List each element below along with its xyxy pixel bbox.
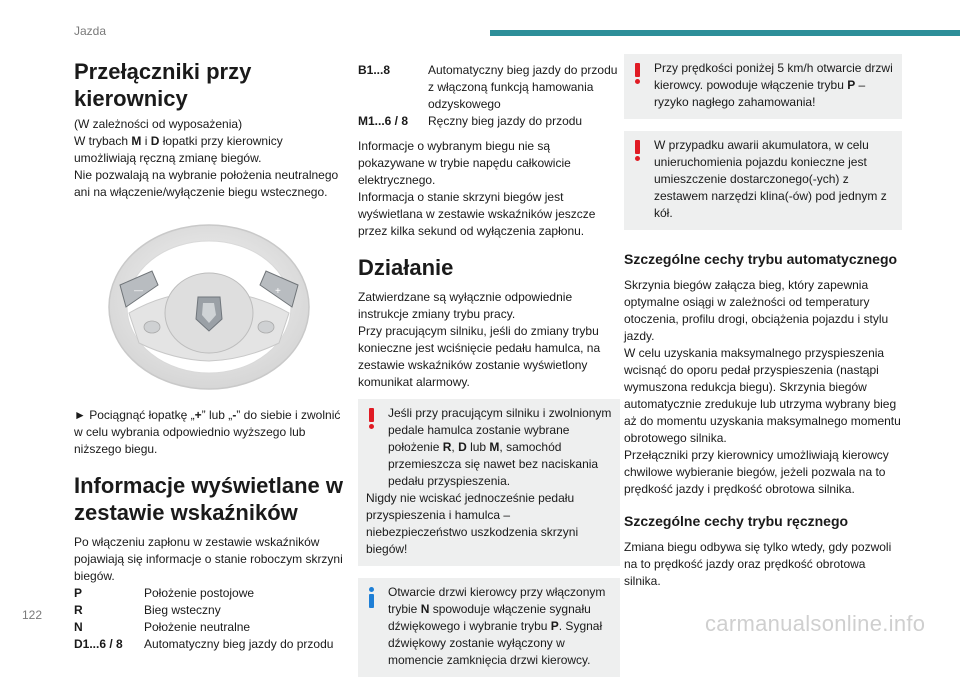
header-accent-bar	[490, 30, 960, 36]
warning-note: W przypadku awarii akumulatora, w celu unieruchomienia pojazdu konieczne jest umieszczenie dostarczonego(-ych) z zestawem narzędzi klina(-ów) pod jednym z kół.	[624, 131, 902, 230]
paragraph: W celu uzyskania maksymalnego przyspieszenia wcisnąć do oporu pedał przyspieszenia (nastąpi wymuszona redukcja biegu). Skrzynia biegów automatycznie zredukuje lub utrzyma wybrany bieg aż do momentu uzyskania maksymalnego momentu obrotowego silnika.	[624, 346, 901, 445]
svg-text:+: +	[275, 286, 281, 297]
definition-row: N Położenie neutralne	[74, 620, 251, 634]
column-1	[74, 58, 344, 653]
warning-note: Jeśli przy pracującym silniku i zwolnionym pedale hamulca zostanie wybrane położenie R, D lub M, samochód przemieszcza się nawet bez naciskania pedału przyspieszenia. Nigdy nie wciskać jednocześnie pedału przyspieszenia i hamulca – niebezpieczeństwo uszkodzenia skrzyni biegów!	[358, 399, 620, 566]
svg-text:—: —	[134, 285, 143, 295]
paragraph: Informacja o stanie skrzyni biegów jest wyświetlana w zestawie wskaźników jeszcze przez kilka sekund od wyłączenia zapłonu.	[358, 190, 596, 238]
page-number: 122	[22, 608, 43, 622]
column-3	[624, 54, 902, 590]
paragraph: Przy pracującym silniku, jeśli do zmiany trybu konieczne jest wciśnięcie pedału hamulca, na zestawie wskaźników zostanie wyświetlony komunikat alarmowy.	[358, 324, 601, 389]
section-title-automatic-mode: Szczególne cechy trybu automatycznego	[624, 251, 898, 267]
paragraph: Przełączniki przy kierownicy umożliwiają kierowcy chwilowe wybieranie biegów, jeżeli pozwala na to prędkość jazdy i prędkość obrotowa silnika.	[624, 448, 889, 496]
paragraph: (W zależności od wyposażenia)	[74, 117, 243, 131]
watermark: carmanualsonline.info	[705, 611, 926, 636]
steering-wheel-illustration	[74, 215, 344, 395]
section-title-instrument-info: Informacje wyświetlane w zestawie wskaźników	[74, 473, 343, 525]
definition-row: R Bieg wsteczny	[74, 603, 221, 617]
paragraph: Skrzynia biegów załącza bieg, który zapewnia optymalne osiągi w zależności od temperatury otoczenia, profilu drogi, obciążenia pojazdu i stylu jazdy.	[624, 278, 889, 343]
warning-note: Przy prędkości poniżej 5 km/h otwarcie drzwi kierowcy. powoduje włączenie trybu P – ryzyko nagłego zahamowania!	[624, 54, 902, 119]
gear-definition-list	[74, 585, 344, 653]
definition-row: D1...6 / 8 Automatyczny bieg jazdy do przodu	[74, 637, 334, 651]
definition-row: M1...6 / 8 Ręczny bieg jazdy do przodu	[358, 114, 583, 128]
warning-icon	[634, 140, 640, 161]
paragraph: Nie pozwalają na wybranie położenia neutralnego ani na włączenie/wyłączenie biegu wstecznego.	[74, 168, 339, 199]
gear-definition-list-continued	[358, 62, 620, 130]
warning-icon	[368, 408, 374, 429]
bullet-instruction: ► Pociągnąć łopatkę „+” lub „-” do siebie i zwolnić w celu wybrania odpowiednio wyższego lub niższego biegu.	[74, 408, 341, 456]
info-note: Otwarcie drzwi kierowcy przy włączonym trybie N spowoduje włączenie sygnału dźwiękowego i wybranie trybu P. Sygnał dźwiękowy zostanie wyłączony w momencie zamknięcia drzwi kierowcy.	[358, 578, 620, 677]
info-icon	[368, 587, 374, 608]
section-title-steering-switches: Przełączniki przy kierownicy	[74, 59, 252, 111]
paragraph: Po włączeniu zapłonu w zestawie wskaźników pojawiają się informacje o stanie roboczym skrzyni biegów.	[74, 535, 343, 583]
section-title-manual-mode: Szczególne cechy trybu ręcznego	[624, 513, 849, 529]
section-header: Jazda	[74, 24, 107, 38]
paragraph: Zmiana biegu odbywa się tylko wtedy, gdy pozwoli na to prędkość jazdy oraz prędkość obrotowa silnika.	[624, 540, 892, 588]
paragraph: Zatwierdzane są wyłącznie odpowiednie instrukcje zmiany trybu pracy.	[358, 290, 573, 321]
section-title-operation: Działanie	[358, 255, 454, 280]
paragraph: Informacje o wybranym biegu nie są pokazywane w trybie napędu całkowicie elektrycznego.	[358, 139, 571, 187]
definition-row: P Położenie postojowe	[74, 586, 255, 600]
paragraph: W trybach M i D łopatki przy kierownicy umożliwiają ręczną zmianę biegów.	[74, 134, 283, 165]
definition-row: B1...8 Automatyczny bieg jazdy do przodu z włączoną funkcją hamowania odzyskowego	[358, 63, 618, 111]
column-2	[358, 62, 620, 689]
warning-icon	[634, 63, 640, 84]
